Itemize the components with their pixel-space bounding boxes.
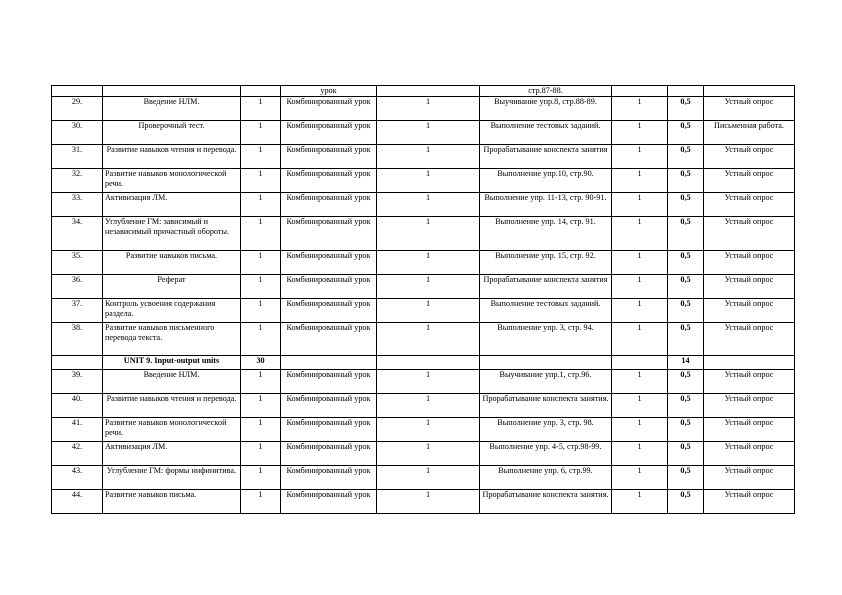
sr-cell: 1 <box>612 490 668 514</box>
topic-cell: Активизация ЛМ. <box>103 193 241 217</box>
topic-cell <box>103 86 241 97</box>
ind-cell: 1 <box>377 121 480 145</box>
score-cell: 0,5 <box>668 490 704 514</box>
control-cell: Устный опрос <box>704 169 795 193</box>
type-cell: урок <box>281 86 377 97</box>
sr-cell: 1 <box>612 193 668 217</box>
task-cell: Выучивание упр.1, стр.96. <box>480 370 612 394</box>
table-row <box>52 169 795 193</box>
topic-cell: Развитие навыков чтения и перевода. <box>103 145 241 169</box>
task-cell: Прорабатывание конспекта занятия <box>480 275 612 299</box>
sr-cell: 1 <box>612 442 668 466</box>
num-cell: 39. <box>52 370 103 394</box>
score-cell: 0,5 <box>668 145 704 169</box>
type-cell: Комбинированный урок <box>281 121 377 145</box>
hours-cell: 1 <box>241 370 281 394</box>
ind-cell: 1 <box>377 370 480 394</box>
task-cell <box>480 356 612 370</box>
type-cell: Комбинированный урок <box>281 299 377 323</box>
type-cell: Комбинированный урок <box>281 145 377 169</box>
task-cell: Выполнение упр. 6, стр.99. <box>480 466 612 490</box>
type-cell: Комбинированный урок <box>281 251 377 275</box>
topic-cell: Развитие навыков письма. <box>103 490 241 514</box>
ind-cell <box>377 356 480 370</box>
sr-cell <box>612 86 668 97</box>
topic-cell: Реферат <box>103 275 241 299</box>
topic-cell: Введение НЛМ. <box>103 370 241 394</box>
type-cell: Комбинированный урок <box>281 275 377 299</box>
control-cell: Устный опрос <box>704 323 795 356</box>
sr-cell: 1 <box>612 299 668 323</box>
ind-cell: 1 <box>377 193 480 217</box>
num-cell: 30. <box>52 121 103 145</box>
type-cell: Комбинированный урок <box>281 490 377 514</box>
num-cell: 44. <box>52 490 103 514</box>
num-cell: 38. <box>52 323 103 356</box>
type-cell: Комбинированный урок <box>281 394 377 418</box>
table-row <box>52 442 795 466</box>
control-cell: Устный опрос <box>704 299 795 323</box>
ind-cell: 1 <box>377 323 480 356</box>
table-row <box>52 418 795 442</box>
type-cell: Комбинированный урок <box>281 193 377 217</box>
ind-cell: 1 <box>377 394 480 418</box>
ind-cell: 1 <box>377 275 480 299</box>
num-cell: 40. <box>52 394 103 418</box>
ind-cell: 1 <box>377 97 480 121</box>
num-cell: 29. <box>52 97 103 121</box>
score-cell: 0,5 <box>668 251 704 275</box>
num-cell: 42. <box>52 442 103 466</box>
task-cell: Выполнение упр. 4-5, стр.98-99. <box>480 442 612 466</box>
topic-cell: Развитие навыков письменного перевода текста. <box>103 323 241 356</box>
table-row <box>52 97 795 121</box>
num-cell: 43. <box>52 466 103 490</box>
table-row <box>52 323 795 356</box>
score-cell: 0,5 <box>668 121 704 145</box>
score-cell: 0,5 <box>668 275 704 299</box>
control-cell: Устный опрос <box>704 193 795 217</box>
table-row <box>52 466 795 490</box>
sr-cell: 1 <box>612 97 668 121</box>
topic-cell: Введение НЛМ. <box>103 97 241 121</box>
sr-cell <box>612 356 668 370</box>
unit-row <box>52 356 795 370</box>
ind-cell: 1 <box>377 418 480 442</box>
sr-cell: 1 <box>612 370 668 394</box>
hours-cell: 1 <box>241 418 281 442</box>
score-cell: 0,5 <box>668 97 704 121</box>
control-cell: Письменная работа. <box>704 121 795 145</box>
control-cell: Устный опрос <box>704 370 795 394</box>
type-cell <box>281 356 377 370</box>
hours-cell: 1 <box>241 394 281 418</box>
sr-cell: 1 <box>612 466 668 490</box>
control-cell: Устный опрос <box>704 394 795 418</box>
sr-cell: 1 <box>612 169 668 193</box>
score-cell: 0,5 <box>668 217 704 251</box>
control-cell: Устный опрос <box>704 275 795 299</box>
num-cell: 31. <box>52 145 103 169</box>
sr-cell: 1 <box>612 394 668 418</box>
num-cell: 35. <box>52 251 103 275</box>
hours-cell: 1 <box>241 251 281 275</box>
topic-cell: Развитие навыков монологической речи. <box>103 169 241 193</box>
hours-cell: 1 <box>241 145 281 169</box>
score-cell: 0,5 <box>668 466 704 490</box>
hours-cell: 1 <box>241 490 281 514</box>
unit-score: 14 <box>668 356 704 370</box>
topic-cell: Контроль усвоения содержания раздела. <box>103 299 241 323</box>
table-row <box>52 121 795 145</box>
score-cell: 0,5 <box>668 323 704 356</box>
type-cell: Комбинированный урок <box>281 418 377 442</box>
topic-cell: Развитие навыков чтения и перевода. <box>103 394 241 418</box>
score-cell: 0,5 <box>668 418 704 442</box>
hours-cell: 1 <box>241 121 281 145</box>
score-cell <box>668 86 704 97</box>
ind-cell: 1 <box>377 251 480 275</box>
control-cell: Устный опрос <box>704 418 795 442</box>
sr-cell: 1 <box>612 418 668 442</box>
control-cell <box>704 356 795 370</box>
topic-cell: Углубление ГМ: зависимый и независимый причастный обороты. <box>103 217 241 251</box>
lesson-plan-table <box>51 85 795 514</box>
hours-cell: 1 <box>241 275 281 299</box>
type-cell: Комбинированный урок <box>281 97 377 121</box>
task-cell: Выполнение упр. 15, стр. 92. <box>480 251 612 275</box>
task-cell: Выполнение упр. 3, стр. 98. <box>480 418 612 442</box>
num-cell: 33. <box>52 193 103 217</box>
table-row <box>52 370 795 394</box>
ind-cell: 1 <box>377 299 480 323</box>
score-cell: 0,5 <box>668 394 704 418</box>
control-cell: Устный опрос <box>704 442 795 466</box>
hours-cell: 1 <box>241 442 281 466</box>
task-cell: Выполнение тестовых заданий. <box>480 299 612 323</box>
hours-cell: 1 <box>241 193 281 217</box>
ind-cell: 1 <box>377 145 480 169</box>
hours-cell: 1 <box>241 169 281 193</box>
type-cell: Комбинированный урок <box>281 169 377 193</box>
hours-cell: 1 <box>241 217 281 251</box>
control-cell: Устный опрос <box>704 145 795 169</box>
type-cell: Комбинированный урок <box>281 217 377 251</box>
hours-cell: 1 <box>241 323 281 356</box>
score-cell: 0,5 <box>668 193 704 217</box>
task-cell: Прорабатывание конспекта занятия. <box>480 394 612 418</box>
sr-cell: 1 <box>612 217 668 251</box>
num-cell: 34. <box>52 217 103 251</box>
control-cell: Устный опрос <box>704 466 795 490</box>
sr-cell: 1 <box>612 275 668 299</box>
num-cell <box>52 86 103 97</box>
score-cell: 0,5 <box>668 370 704 394</box>
sr-cell: 1 <box>612 323 668 356</box>
topic-cell: Проверочный тест. <box>103 121 241 145</box>
task-cell: стр.87-88. <box>480 86 612 97</box>
table-row <box>52 394 795 418</box>
topic-cell: Углубление ГМ: формы инфинитива. <box>103 466 241 490</box>
table-row <box>52 217 795 251</box>
task-cell: Выполнение упр. 3, стр. 94. <box>480 323 612 356</box>
task-cell: Выполнение тестовых заданий. <box>480 121 612 145</box>
control-cell: Устный опрос <box>704 97 795 121</box>
ind-cell: 1 <box>377 466 480 490</box>
topic-cell: Развитие навыков письма. <box>103 251 241 275</box>
task-cell: Прорабатывание конспекта занятия <box>480 145 612 169</box>
task-cell: Выучивание упр.8, стр.88-89. <box>480 97 612 121</box>
unit-hours: 30 <box>241 356 281 370</box>
ind-cell: 1 <box>377 442 480 466</box>
table-row <box>52 490 795 514</box>
score-cell: 0,5 <box>668 299 704 323</box>
control-cell: Устный опрос <box>704 251 795 275</box>
num-cell: 37. <box>52 299 103 323</box>
task-cell: Прорабатывание конспекта занятия. <box>480 490 612 514</box>
num-cell: 41. <box>52 418 103 442</box>
type-cell: Комбинированный урок <box>281 370 377 394</box>
num-cell <box>52 356 103 370</box>
control-cell: Устный опрос <box>704 490 795 514</box>
control-cell: Устный опрос <box>704 217 795 251</box>
table-row <box>52 145 795 169</box>
task-cell: Выполнение упр.10, стр.90. <box>480 169 612 193</box>
score-cell: 0,5 <box>668 442 704 466</box>
topic-cell: Активизация ЛМ. <box>103 442 241 466</box>
hours-cell: 1 <box>241 466 281 490</box>
type-cell: Комбинированный урок <box>281 466 377 490</box>
num-cell: 32. <box>52 169 103 193</box>
ind-cell <box>377 86 480 97</box>
sr-cell: 1 <box>612 145 668 169</box>
num-cell: 36. <box>52 275 103 299</box>
hours-cell: 1 <box>241 299 281 323</box>
type-cell: Комбинированный урок <box>281 442 377 466</box>
table-row <box>52 299 795 323</box>
topic-cell: Развитие навыков монологической речи. <box>103 418 241 442</box>
type-cell: Комбинированный урок <box>281 323 377 356</box>
ind-cell: 1 <box>377 490 480 514</box>
task-cell: Выполнение упр. 11-13, стр. 90-91. <box>480 193 612 217</box>
ind-cell: 1 <box>377 217 480 251</box>
sr-cell: 1 <box>612 121 668 145</box>
hours-cell: 1 <box>241 97 281 121</box>
table-row <box>52 193 795 217</box>
score-cell: 0,5 <box>668 169 704 193</box>
task-cell: Выполнение упр. 14, стр. 91. <box>480 217 612 251</box>
hours-cell <box>241 86 281 97</box>
table-row <box>52 86 795 97</box>
sr-cell: 1 <box>612 251 668 275</box>
unit-title: UNIT 9. Input-output units <box>103 356 241 370</box>
control-cell <box>704 86 795 97</box>
ind-cell: 1 <box>377 169 480 193</box>
table-row <box>52 251 795 275</box>
table-row <box>52 275 795 299</box>
